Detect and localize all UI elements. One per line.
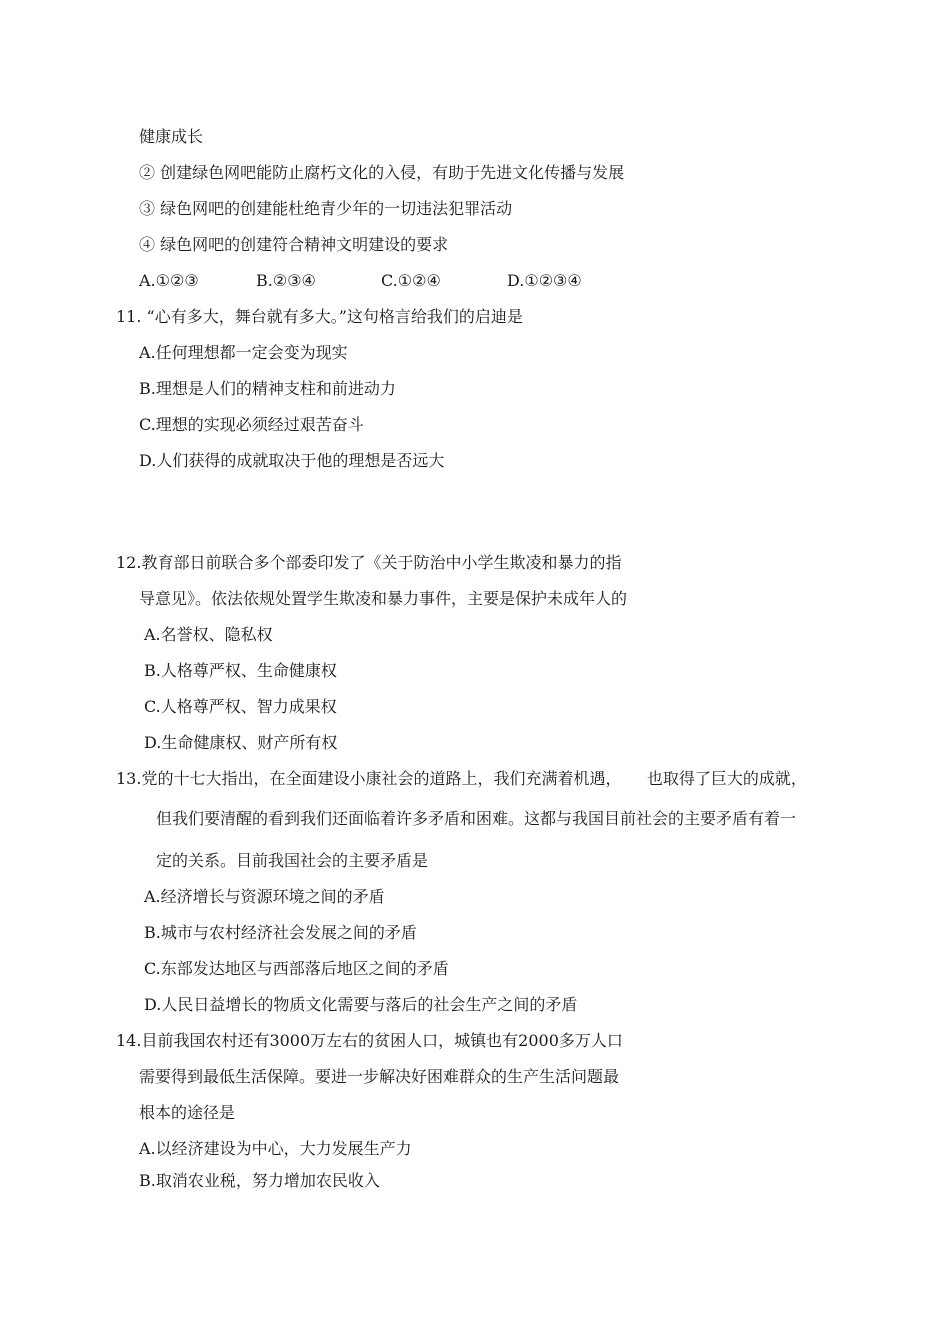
q13-stem-line-3: 定的关系。目前我国社会的主要矛盾是: [156, 851, 429, 870]
q14-stem-line-3: 根本的途径是: [139, 1103, 236, 1122]
q14-option-a: A.以经济建设为中心，大力发展生产力: [139, 1139, 412, 1158]
q14-stem-line-1: 14.目前我国农村还有3000万左右的贫困人口，城镇也有2000多万人口: [116, 1031, 623, 1050]
q10-text-line: 健康成长: [139, 127, 204, 146]
q10-option-d: D.①②③④: [507, 271, 582, 290]
q12-option-b: B.人格尊严权、生命健康权: [144, 661, 337, 680]
q13-option-c: C.东部发达地区与西部落后地区之间的矛盾: [144, 959, 449, 978]
q11-stem: 11. “心有多大，舞台就有多大。”这句格言给我们的启迪是: [116, 307, 523, 326]
q14-option-b: B.取消农业税，努力增加农民收入: [139, 1171, 380, 1190]
q11-option-b: B.理想是人们的精神支柱和前进动力: [139, 379, 396, 398]
q10-option-c: C.①②④: [381, 271, 441, 290]
q13-option-d: D.人民日益增长的物质文化需要与落后的社会生产之间的矛盾: [144, 995, 578, 1014]
q11-option-a: A.任何理想都一定会变为现实: [139, 343, 348, 362]
q10-option-b: B.②③④: [256, 271, 316, 290]
q13-stem-line-2: 但我们要清醒的看到我们还面临着许多矛盾和困难。这都与我国目前社会的主要矛盾有着一: [156, 809, 797, 828]
q11-option-d: D.人们获得的成就取决于他的理想是否远大: [139, 451, 445, 470]
q10-statement-2: ② 创建绿色网吧能防止腐朽文化的入侵，有助于先进文化传播与发展: [139, 163, 625, 182]
q13-stem-line-1: 13.党的十七大指出，在全面建设小康社会的道路上，我们充满着机遇， 也取得了巨大的成就，: [116, 769, 807, 788]
q10-option-a: A.①②③: [139, 271, 199, 290]
q12-stem-line-1: 12.教育部日前联合多个部委印发了《关于防治中小学生欺凌和暴力的指: [116, 553, 622, 572]
q13-option-a: A.经济增长与资源环境之间的矛盾: [144, 887, 385, 906]
q12-option-a: A.名誉权、隐私权: [144, 625, 273, 644]
q10-statement-3: ③ 绿色网吧的创建能杜绝青少年的一切违法犯罪活动: [139, 199, 513, 218]
q12-stem-line-2: 导意见》。依法依规处置学生欺凌和暴力事件，主要是保护未成年人的: [139, 589, 628, 608]
q11-option-c: C.理想的实现必须经过艰苦奋斗: [139, 415, 364, 434]
q13-option-b: B.城市与农村经济社会发展之间的矛盾: [144, 923, 417, 942]
q14-stem-line-2: 需要得到最低生活保障。要进一步解决好困难群众的生产生活问题最: [139, 1067, 620, 1086]
q10-statement-4: ④ 绿色网吧的创建符合精神文明建设的要求: [139, 235, 449, 254]
q12-option-c: C.人格尊严权、智力成果权: [144, 697, 337, 716]
q12-option-d: D.生命健康权、财产所有权: [144, 733, 338, 752]
